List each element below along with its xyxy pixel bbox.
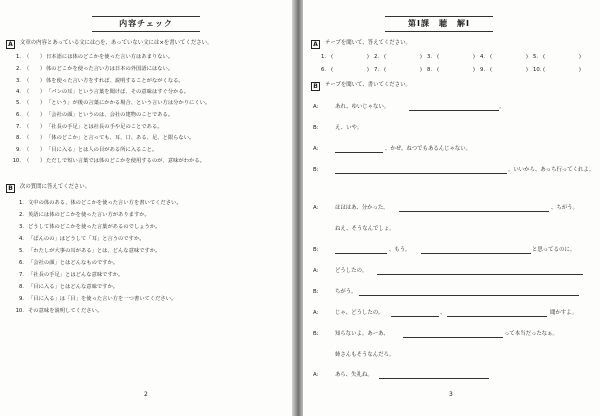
right-page-number: 3 [449,391,453,398]
close-paren: ) [472,54,475,60]
dialogue-line [313,310,593,318]
dialogue-text: 知らないよ。あーあ、 [335,331,389,337]
item-number: 6. [15,112,21,118]
question-number: 5. [18,248,24,254]
dialogue-line [313,352,593,360]
item-statement: 「社長の手足」とは社長の手や足のことである。 [46,124,163,130]
item-number: 10. [12,158,21,164]
item-statement: ただしで短い言葉では体のどこかを使用するのが、意味がわかる。 [46,158,205,164]
answer-blank [543,54,581,61]
true-false-item [8,89,288,95]
item-number: 8. [15,135,21,141]
fill-in-blank [399,211,549,212]
left-page-title: 内容チェック [92,16,200,32]
right-page-title: 第Ⅰ課 聴 解Ⅰ [385,16,493,32]
answer-blank [437,54,475,61]
answer-parentheses: （ ） [24,158,46,164]
dialogue-line [313,146,593,154]
right-section-a-header [311,40,411,49]
answer-cell [321,54,374,61]
question-number: 9. [18,296,24,302]
question-item [12,284,282,290]
dialogue-line [313,104,593,112]
fill-in-blank [359,295,579,296]
dialogue-text: はははあ、分かった。 [335,205,389,211]
open-paren: ( [331,54,334,60]
dialogue-text: って本当だったなぁ。 [504,331,558,337]
answer-number: 2. [374,54,380,60]
answer-number: 6. [321,67,327,73]
open-paren: ( [331,67,334,73]
close-paren: ) [472,67,475,73]
speaker-label: A: [313,205,319,211]
answer-grid-row [321,67,586,74]
question-item [12,224,282,230]
section-b-instruction: 次の質問に答えてください。 [20,184,91,190]
fill-in-blank [335,152,383,153]
close-paren: ) [366,54,369,60]
right-section-b-badge: B [311,82,320,91]
open-paren: ( [437,67,440,73]
question-text: 英語には体のどこかを使った言い方がありますか。 [28,212,150,218]
answer-cell [374,67,427,74]
dialogue-text: 、もう。 [389,247,411,253]
dialogue-text: え、いや。 [335,125,363,131]
item-statement: 日本語には体のどこかを使った言い方はあまりない。 [46,54,174,60]
answer-parentheses: （ ） [24,89,46,95]
dialogue-text: 聞かすよ。 [550,310,577,316]
left-section-b-header [6,184,90,193]
close-paren: ) [419,54,422,60]
answer-number: 4. [480,54,486,60]
left-page [0,0,292,416]
right-section-b-header [311,82,411,91]
question-item [12,212,282,218]
item-statement: 「という」が後の言葉にかかる場合、という言い方は分かりにくい。 [46,100,211,106]
dialogue-text: ねえ、そうなんでしょ。 [335,226,395,232]
question-text: どうして体のどこかを使った言葉があるのでしょうか。 [28,224,161,230]
item-statement: 「会社の顔」というのは、会社の建物のことである。 [46,112,174,118]
question-text: 「わたしが大事の耳がある」とは、どんな意味ですか。 [28,248,161,254]
dialogue-text: と思ってるのに。 [532,247,576,253]
answer-parentheses: （ ） [24,112,46,118]
dialogue-line [313,226,593,234]
question-text: 「目に入る」とはどんな意味ですか。 [28,284,119,290]
right-section-a-badge: A [311,40,320,49]
open-paren: ( [490,54,493,60]
fill-in-blank [335,173,507,174]
dialogue-text: どうしたの。 [335,268,368,274]
dialogue-line [313,247,593,255]
speaker-label: A: [313,372,319,378]
answer-number: 3. [427,54,433,60]
answer-cell [533,54,586,61]
answer-parentheses: （ ） [24,100,46,106]
close-paren: ) [525,54,528,60]
item-number: 5. [15,100,21,106]
question-number: 7. [18,272,24,278]
question-item [12,296,282,302]
item-number: 3. [15,78,21,84]
section-a-instruction: 文章の内容とあっている文には○を、あっていない文には×を書いてください。 [20,40,213,46]
answer-cell [321,67,374,74]
answer-cell [427,54,480,61]
answer-blank [384,67,422,74]
answer-cell [427,67,480,74]
answer-cell [480,67,533,74]
dialogue-text: 姉さんもそうなんだろ。 [335,352,395,358]
answer-parentheses: （ ） [24,147,46,153]
answer-blank [490,67,528,74]
fill-in-blank [377,274,583,275]
section-a-badge: A [6,40,15,49]
speaker-label: B: [313,247,319,253]
open-paren: ( [543,67,546,73]
item-number: 4. [15,89,21,95]
true-false-item [8,66,288,72]
question-number: 4. [18,236,24,242]
question-item [12,260,282,266]
fill-in-blank [379,378,489,379]
dialogue-text: あれ、ゆいじゃない。 [335,104,390,110]
true-false-item [8,100,288,106]
answer-number: 10. [533,67,542,73]
question-number: 3. [18,224,24,230]
item-statement: 体を使った言い方をすれば、説明することがながくなる。 [46,78,184,84]
fill-in-blank [409,110,499,111]
dialogue-line [313,268,593,276]
question-text: 「会社の顔」とはどんなものですか。 [28,260,119,266]
right-page [303,0,600,416]
true-false-item [8,135,288,141]
question-item [12,248,282,254]
book-gutter [292,0,303,416]
right-section-b-instruction: テープを聞いて、書いてください。 [325,82,411,88]
true-false-item [8,147,288,153]
answer-cell [533,67,586,74]
answer-grid-row [321,54,586,61]
speaker-label: A: [313,104,319,110]
question-number: 8. [18,284,24,290]
answer-blank [437,67,475,74]
question-number: 10. [15,308,24,314]
fill-in-blank [391,316,439,317]
item-number: 2. [15,66,21,72]
close-paren: ) [366,67,369,73]
item-number: 7. [15,124,21,130]
answer-blank [331,54,369,61]
answer-blank [384,54,422,61]
answer-number: 9. [480,67,486,73]
question-text: 「目に入る」は「目」を使った言い方を一つ書いてください。 [28,296,177,302]
dialogue-line [313,205,593,213]
answer-blank [331,67,369,74]
answer-parentheses: （ ） [24,135,46,141]
open-paren: ( [543,54,546,60]
speaker-label: B: [313,331,319,337]
answer-cell [480,54,533,61]
dialogue-line [313,372,593,380]
right-section-a-instruction: テープを聞いて、答えてください。 [325,40,411,46]
fill-in-blank [447,316,547,317]
dialogue-line [313,167,593,175]
close-paren: ) [578,67,581,73]
answer-number: 5. [533,54,539,60]
dialogue-text: 。 [499,104,505,110]
true-false-item [8,158,288,164]
question-item [12,236,282,242]
open-paren: ( [384,67,387,73]
speaker-label: A: [313,268,319,274]
dialogue-text: じゃ、どうしたの。 [335,310,384,316]
item-statement: 「パンの耳」という言葉を聞けば、その意味はすぐ分かる。 [46,89,190,95]
question-item [12,200,282,206]
section-b-badge: B [6,184,15,193]
dialogue-text: ちがう。 [335,289,357,295]
open-paren: ( [384,54,387,60]
item-statement: 「体のどこか」と言っても、耳、口、ある、足、と限らない。 [46,135,195,141]
item-number: 9. [15,147,21,153]
question-number: 1. [18,200,24,206]
dialogue-line [313,125,593,133]
close-paren: ) [578,54,581,60]
dialogue-line [313,289,593,297]
true-false-item [8,124,288,130]
answer-parentheses: （ ） [24,66,46,72]
close-paren: ) [525,67,528,73]
answer-parentheses: （ ） [24,78,46,84]
question-number: 2. [18,212,24,218]
fill-in-blank [421,253,531,254]
fill-in-blank [335,253,387,254]
open-paren: ( [437,54,440,60]
speaker-label: A: [313,310,319,316]
question-number: 6. [18,260,24,266]
dialogue-text: 、ちがう。 [551,205,578,211]
true-false-item [8,112,288,118]
item-statement: 「目に入る」とは人の目がある所に入ること。 [46,147,158,153]
question-text: 「社長の手足」とはどんな意味ですか。 [28,272,124,278]
left-page-number: 2 [144,391,148,398]
question-text: その意味を説明してください。 [28,308,103,314]
answer-number: 7. [374,67,380,73]
speaker-label: B: [313,125,319,131]
true-false-item [8,54,288,60]
open-paren: ( [490,67,493,73]
question-item [12,308,282,314]
fill-in-blank [403,337,503,338]
answer-number: 8. [427,67,433,73]
question-text: 「ぱんのの」はどうして「耳」と言うのですか。 [28,236,145,242]
answer-number: 1. [321,54,327,60]
answer-blank [543,67,581,74]
speaker-label: B: [313,167,319,173]
dialogue-text: 、 [440,310,446,316]
answer-parentheses: （ ） [24,124,46,130]
dialogue-text: あら、失礼ね。 [335,372,373,378]
dialogue-line [313,331,593,339]
speaker-label: B: [313,289,319,295]
dialogue-text: 、かぜ、ねつでもあるんじゃない。 [385,146,472,152]
dialogue-text: 。いいから、あっち行ってくれよ。 [508,167,595,173]
speaker-label: A: [313,146,319,152]
item-statement: 体のどこかを使った言い方は日本の外国語にはない。 [46,66,174,72]
answer-cell [374,54,427,61]
question-item [12,272,282,278]
left-section-a-header [6,40,212,49]
item-number: 1. [15,54,21,60]
true-false-item [8,78,288,84]
answer-blank [490,54,528,61]
question-text: 文中の体のある、体のどこかを使った言い方を書いてください。 [28,200,182,206]
answer-parentheses: （ ） [24,54,46,60]
close-paren: ) [419,67,422,73]
